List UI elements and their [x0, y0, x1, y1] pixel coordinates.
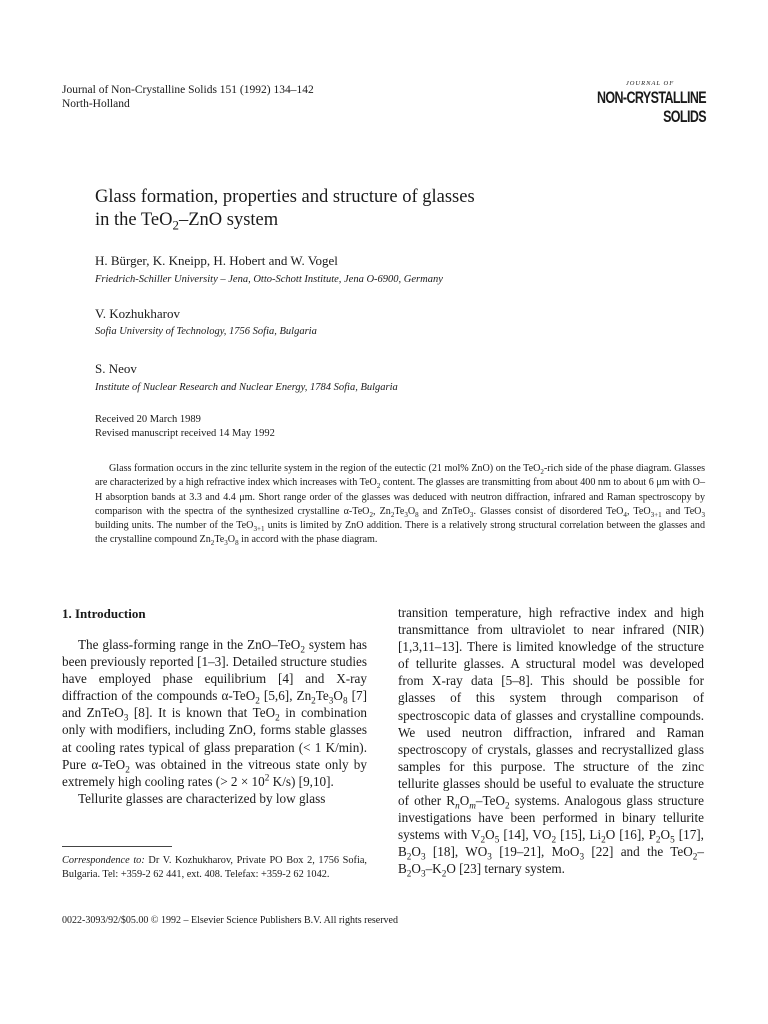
- logo-main-text: NON-CRYSTALLINE SOLIDS: [596, 88, 706, 126]
- correspondence-label: Correspondence to:: [62, 855, 145, 866]
- affiliation-1: Friedrich-Schiller University – Jena, Otto-Schott Institute, Jena O-6900, Germany: [95, 274, 443, 285]
- affiliation-3: Institute of Nuclear Research and Nuclear Energy, 1784 Sofia, Bulgaria: [95, 382, 398, 393]
- author-group-1: H. Bürger, K. Kneipp, H. Hobert and W. Vogel: [95, 253, 338, 268]
- abstract: Glass formation occurs in the zinc tellurite system in the region of the eutectic (21 mol% ZnO) on the TeO$_2$-rich side of the phase diagram. Glasses are characterized by a high refractive index which increases with TeO$_2$ content. The glasses are transmitting from about 400 nm to about 6 μm with O–H absorption bands at 3.3 and 4.4 μm. Short range order of the glasses was deduced with neutron diffraction, infrared and Raman spectroscopy by comparison with the spectra of the synthesized crystalline α-TeO$_2$, $Zn_2Te_3O_8$ and ZnTeO$_3$. Glasses consist of disordered TeO$_4$, TeO$_{3+1}$ and TeO$_3$ building units. The number of the TeO$_{3+1}$ units is limited by ZnO addition. There is a relatively strong structural correlation between the glasses and the crystalline compound $Zn_2Te_3O_8$ in accord with the phase diagram.: [95, 463, 706, 548]
- right-column-text: [398, 604, 704, 878]
- journal-logo: [574, 80, 706, 126]
- received-date: Received 20 March 1989: [95, 414, 201, 425]
- title-line-1: Glass formation, properties and structure of glasses: [95, 187, 475, 207]
- section-heading-introduction: 1. Introduction: [62, 606, 146, 621]
- journal-citation: Journal of Non-Crystalline Solids 151 (1992) 134–142: [62, 84, 314, 96]
- publisher: North-Holland: [62, 98, 130, 110]
- journal-reference: [62, 83, 314, 111]
- correspondence-note: [62, 854, 367, 882]
- title-line-2: in the TeO$_2$–ZnO system: [95, 210, 279, 233]
- intro-paragraph-1: The glass-forming range in the ZnO–TeO$_2$ system has been previously reported [1–3]. Detailed structure studies have employed phase equilibrium [4] and X-ray diffraction of the compounds α-TeO$_2$ [5,6], $Zn_2Te_3O_8$ [7] and ZnTeO$_3$ [8]. It is known that TeO$_2$ in combination only with modifiers, including ZnO, forms stable glasses at cooling rates typical of glass preparation (< 1 K/min). Pure α-TeO$_2$ was obtained in the vitreous state only by extremely high cooling rates (> $2 \times 10^2$ K/s) [9,10].: [62, 637, 368, 789]
- author-group-3: S. Neov: [95, 361, 137, 376]
- received-dates: [95, 413, 275, 441]
- intro-paragraph-2: Tellurite glasses are characterized by low glass: [78, 790, 326, 806]
- affiliation-2: Sofia University of Technology, 1756 Sofia, Bulgaria: [95, 326, 317, 337]
- copyright-footer: 0022-3093/92/$05.00 © 1992 – Elsevier Science Publishers B.V. All rights reserved: [62, 915, 398, 926]
- left-column-text: [62, 636, 367, 807]
- paper-title: [95, 186, 655, 232]
- footnote-divider: [62, 846, 172, 847]
- correspondence-text: Dr V. Kozhukharov, Private PO Box 2, 1756 Sofia, Bulgaria. Tel: +359-2 62 441, ext. 408. Telefax: +359-2 62 1042.: [62, 855, 367, 880]
- logo-top-text: JOURNAL OF: [625, 80, 675, 87]
- intro-paragraph-2-continued: transition temperature, high refractive index and high transmittance from ultraviolet to near infrared (NIR) [1,3,11–13]. There is limited knowledge of the structure of tellurite glasses. A structural model was developed from X-ray data [5–8]. This should be possible for glasses of this system through comparison of spectroscopic data of glasses and crystalline compounds. We used neutron diffraction, infrared and Raman spectroscopy of crystals, glasses and recrystallized glass samples for this purpose. The structure of the zinc tellurite glasses should be useful to evaluate the structure of other $R_nO_m-TeO_2$ systems. Analogous glass structure investigations have been performed in binary tellurite systems with $V_2O_5$ [14], $VO_2$ [15], $Li_2O$ [16], $P_2O_5$ [17], $B_2O_3$ [18], $WO_3$ [19–21], MoO$_3$ [22] and the $TeO_2-B_2O_3-K_2O$ [23] ternary system.: [398, 605, 704, 880]
- author-group-2: V. Kozhukharov: [95, 306, 180, 321]
- revised-date: Revised manuscript received 14 May 1992: [95, 428, 275, 439]
